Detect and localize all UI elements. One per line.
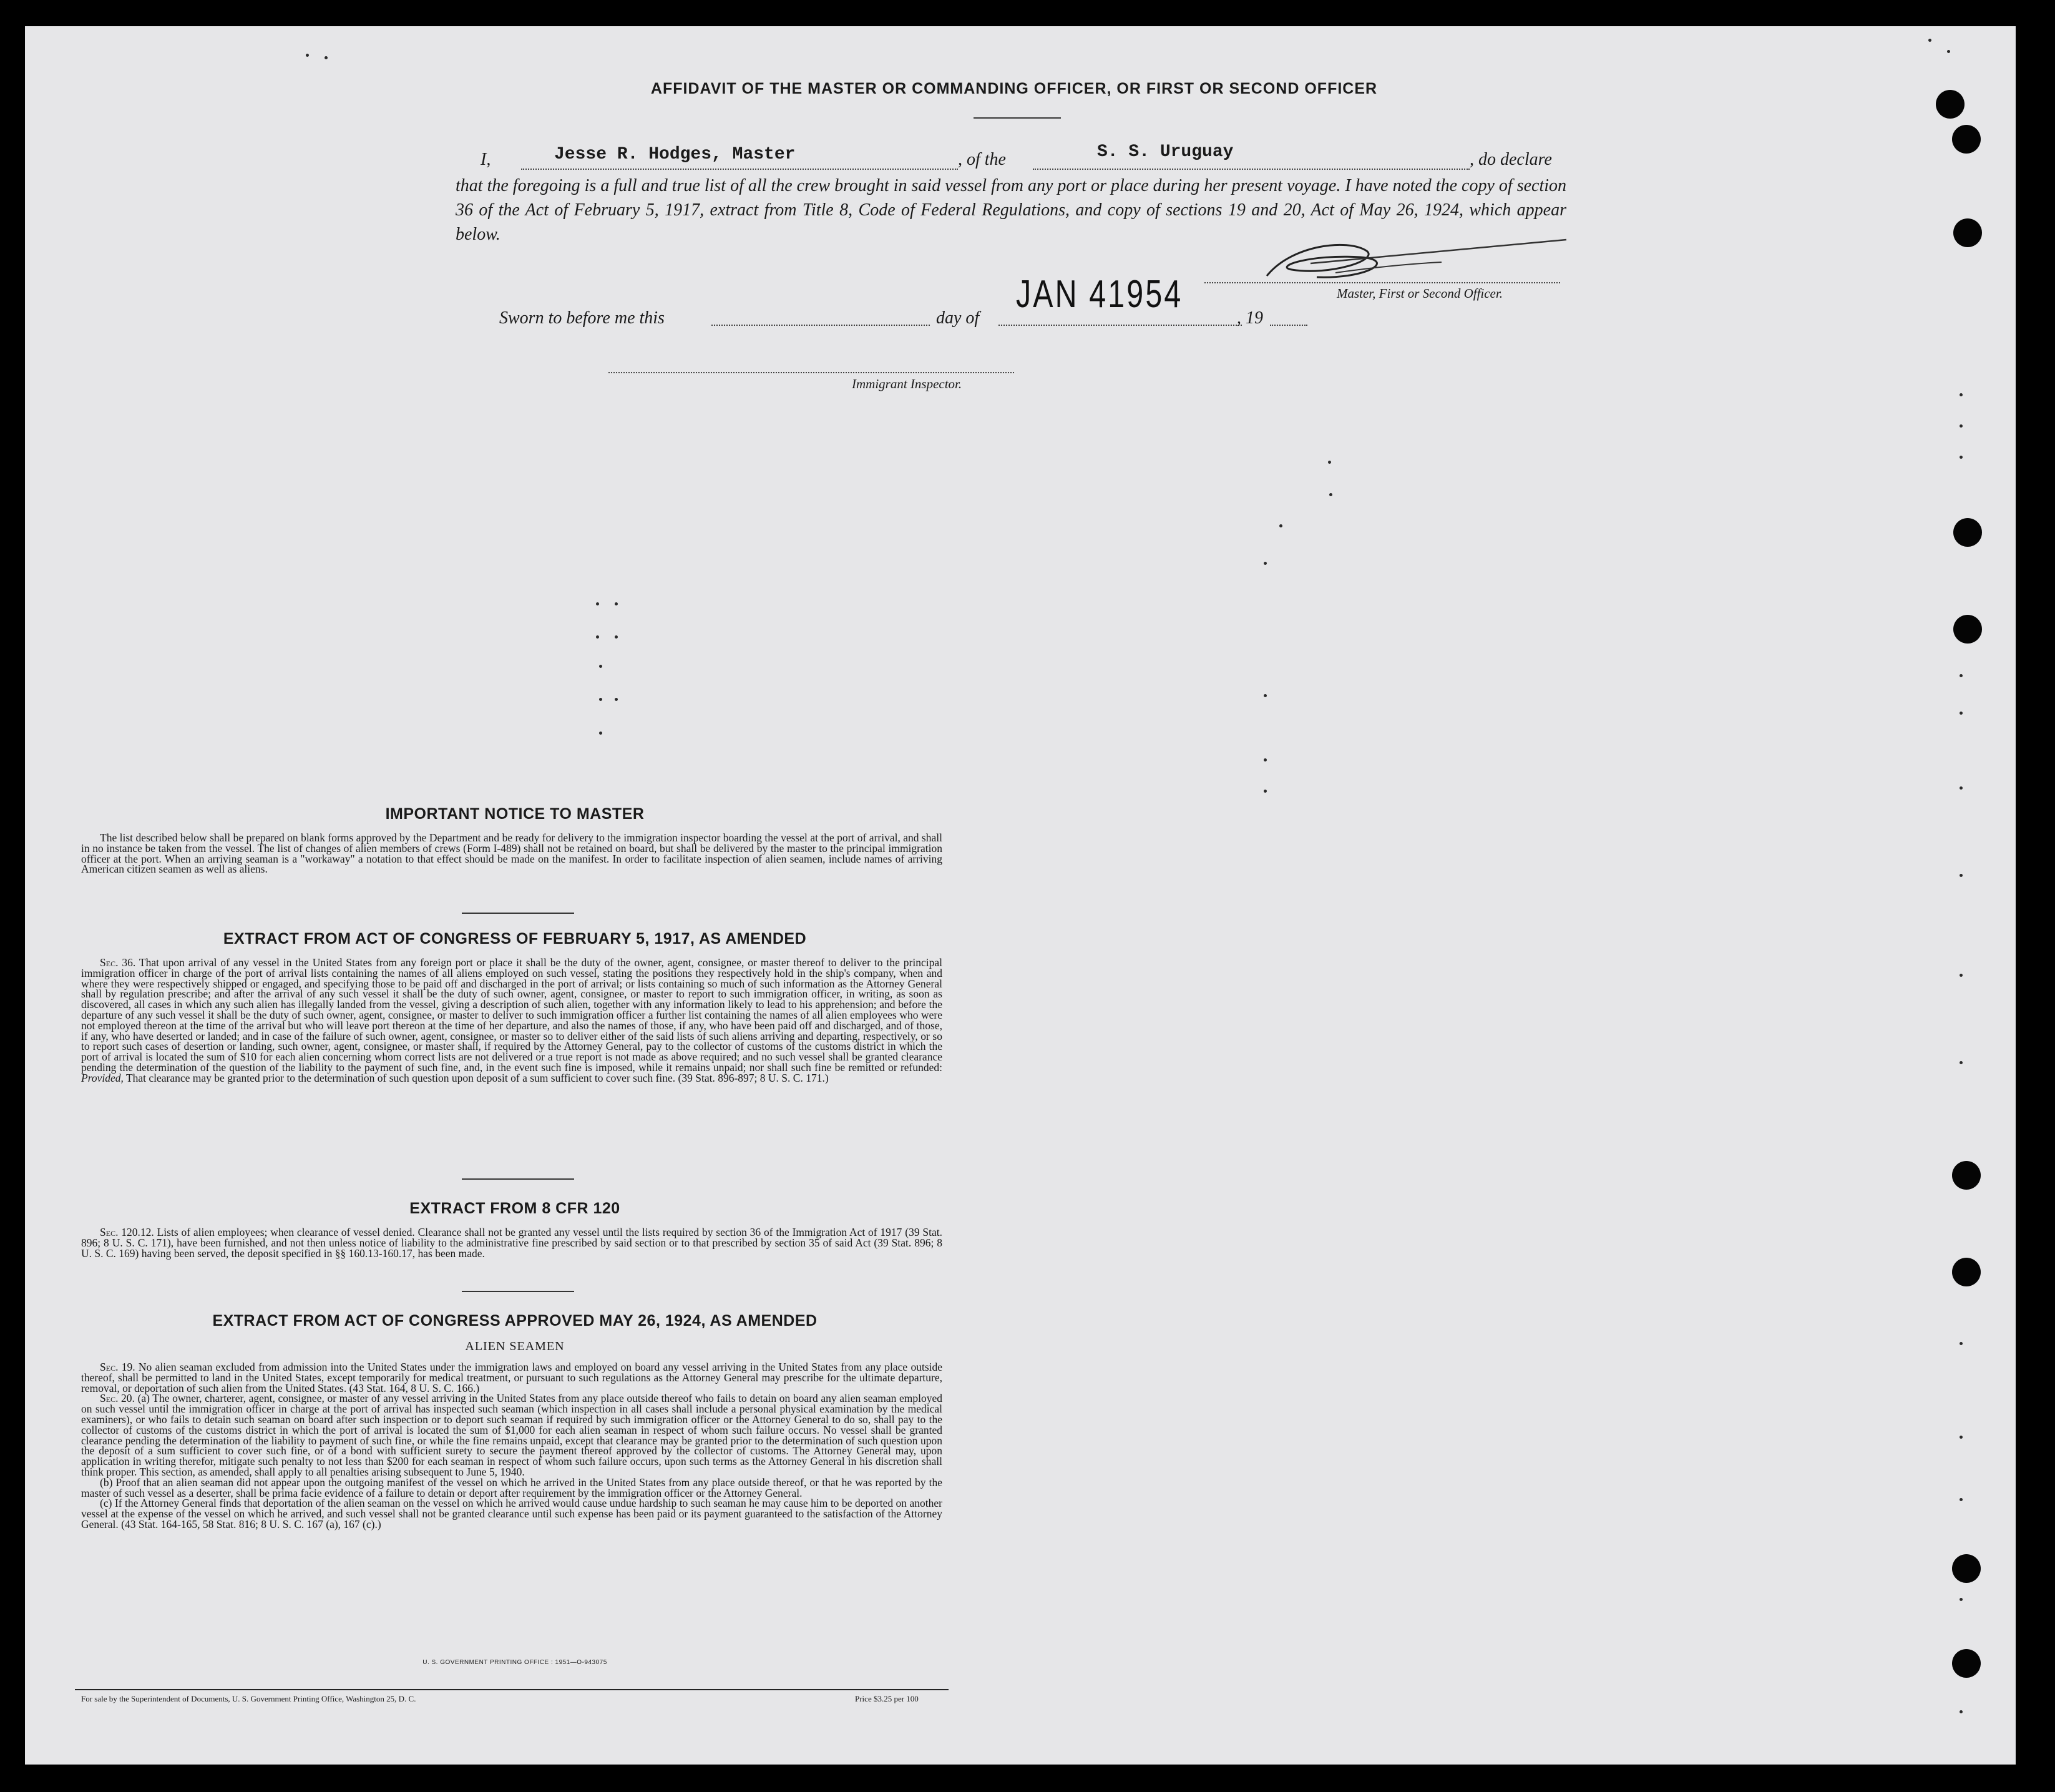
speck bbox=[1960, 712, 1963, 715]
punch-hole bbox=[1953, 218, 1982, 247]
speck bbox=[1279, 524, 1282, 527]
speck bbox=[1960, 1342, 1963, 1345]
speck bbox=[1264, 790, 1267, 793]
speck bbox=[1960, 786, 1963, 790]
sec-36-label: Sec. 36. bbox=[100, 956, 136, 969]
speck bbox=[1960, 456, 1963, 459]
punch-hole bbox=[1952, 1649, 1981, 1678]
speck bbox=[1960, 1710, 1963, 1713]
speck bbox=[1960, 424, 1963, 428]
year-line bbox=[1270, 325, 1307, 326]
day-of-label: day of bbox=[936, 308, 980, 328]
sec-20-label: Sec. 20. bbox=[100, 1392, 135, 1405]
speck bbox=[1960, 1598, 1963, 1601]
speck bbox=[599, 698, 602, 701]
signature-caption: Master, First or Second Officer. bbox=[1337, 286, 1503, 301]
notice-body bbox=[81, 833, 942, 874]
speck bbox=[615, 698, 618, 701]
speck bbox=[1947, 50, 1950, 53]
speck bbox=[615, 602, 618, 605]
sale-note: For sale by the Superintendent of Documents, U. S. Government Printing Office, Washington 25, D. C. bbox=[81, 1694, 416, 1703]
sworn-day-line bbox=[711, 325, 930, 326]
inspector-line bbox=[608, 372, 1014, 373]
master-name: Jesse R. Hodges, Master bbox=[554, 145, 796, 164]
sec-36-paragraph bbox=[81, 957, 942, 1084]
speck bbox=[599, 665, 602, 668]
speck bbox=[1264, 758, 1267, 761]
vessel-name: S. S. Uruguay bbox=[1097, 142, 1234, 162]
notice-paragraph: The list described below shall be prepared on blank forms approved by the Department and be ready for delivery to the immigration inspector boarding the vessel at the port of arrival, and shall in no instance be taken from the vessel. The list of changes of alien members of crews (Form I-489) shall not be retained on board, but shall be delivered by the master to the principal immigration officer at the port. When an arriving seaman is a "workaway" a notation to that effect should be made on the manifest. In order to facilitate inspection of alien seamen, include names of arriving American citizen seamen as well as aliens. bbox=[81, 831, 942, 876]
footer-rule bbox=[75, 1689, 949, 1690]
speck bbox=[1264, 694, 1267, 697]
punch-hole bbox=[1952, 1258, 1981, 1286]
master-signature bbox=[1254, 232, 1579, 288]
extract-1924-body bbox=[81, 1362, 942, 1530]
speck bbox=[306, 54, 309, 57]
speck bbox=[596, 635, 599, 639]
speck bbox=[1960, 974, 1963, 977]
signature-line bbox=[1204, 282, 1560, 283]
sec-120-12-text: Lists of alien employees; when clearance of vessel denied. Clearance shall not be granted any vessel until the lists required by section 36 of the Immigration Act of 1917 (39 Stat. 896; 8 U. S. C. 171), have been furnished, and not then unless notice of liability to the administrative fine prescribed by said section or to that prescribed by section 35 of said Act (39 Stat. 896; 8 U. S. C. 169) having been served, the deposit specified in §§ 160.13-160.17, has been made. bbox=[81, 1226, 942, 1260]
extract-cfr-body bbox=[81, 1227, 942, 1258]
of-the-label: , of the bbox=[958, 150, 1006, 169]
sworn-label: Sworn to before me this bbox=[499, 308, 665, 328]
do-declare-label: , do declare bbox=[1470, 150, 1552, 169]
section-divider bbox=[462, 913, 574, 914]
affidavit-title: AFFIDAVIT OF THE MASTER OR COMMANDING OFFICER, OR FIRST OR SECOND OFFICER bbox=[650, 80, 1378, 97]
extract-1917-heading: EXTRACT FROM ACT OF CONGRESS OF FEBRUARY 5, 1917, AS AMENDED bbox=[223, 930, 807, 947]
sec-20a-text: (a) The owner, charterer, agent, consignee, or master of any vessel arriving in the United States from any place outside thereof who fails to detain on board any alien seaman employed on such vessel until the immigration officer in charge at the port of arrival has inspected such seaman (which inspection in all cases shall include a personal physical examination by the medical examiners), or who fails to detain such seaman on board after such inspection or to deport such seaman if required by such immigration officer or the Attorney General to do so, shall pay to the collector of customs of the customs district in which the port of arrival is located the sum of $1,000 for each alien seaman in respect of whom such failure occurs. No vessel shall be granted clearance pending the determination of the liability to payment of such fine, or while the fine remains unpaid, except that clearance may be granted prior to the determination of such question upon the deposit of a sum sufficient to cover such fine, or of a bond with sufficient surety to secure the payment thereof approved by the collector of customs. The Attorney General may, upon application in writing therefor, mitigate such penalty to not less than $200 for each seaman in respect of whom such failure occurs, upon such terms as the Attorney General in his discretion shall think proper. This section, as amended, shall apply to all penalties arising subsequent to June 5, 1940. bbox=[81, 1392, 942, 1478]
extract-cfr-heading: EXTRACT FROM 8 CFR 120 bbox=[409, 1200, 620, 1217]
affidavit-body: that the foregoing is a full and true list of all the crew brought in said vessel from any port or place during her present voyage. I have noted the copy of section 36 of the Act of February 5, 1917, extract from Title 8, Code of Federal Regulations, and copy of sections 19 and 20, Act of May 26, 1924, which appear below. bbox=[456, 176, 1566, 244]
punch-hole bbox=[1953, 518, 1982, 547]
section-divider bbox=[462, 1178, 574, 1180]
speck bbox=[325, 56, 328, 59]
speck bbox=[1960, 874, 1963, 877]
punch-hole bbox=[1952, 125, 1981, 154]
inspector-caption: Immigrant Inspector. bbox=[852, 376, 962, 391]
extract-1917-body bbox=[81, 957, 942, 1084]
speck bbox=[599, 732, 602, 735]
notice-heading: IMPORTANT NOTICE TO MASTER bbox=[385, 805, 645, 823]
sec-19-text: No alien seaman excluded from admission into the United States under the immigration laws and employed on board any vessel arriving in the United States from any place outside thereof, shall be permitted to land in the United States, except temporarily for medical treatment, or pursuant to such regulations as the Attorney General may prescribe for the ultimate departure, removal, or deportation of such alien from the United States. (43 Stat. 164, 8 U. S. C. 166.) bbox=[81, 1361, 943, 1394]
sec-20c-paragraph: (c) If the Attorney General finds that deportation of the alien seaman on the vessel on which he arrived would cause undue hardship to such seaman he may cause him to be deported on another vessel at the expense of the vessel on which he arrived, and such vessel shall not be granted clearance until such expense has been paid or its payment guaranteed to the satisfaction of the Attorney General. (43 Stat. 164-165, 58 Stat. 816; 8 U. S. C. 167 (a), 167 (c).) bbox=[81, 1497, 942, 1530]
speck bbox=[1960, 1436, 1963, 1439]
section-divider bbox=[462, 1291, 574, 1292]
affidavit-pronoun: I, bbox=[481, 150, 491, 169]
punch-hole bbox=[1936, 90, 1965, 119]
speck bbox=[1928, 39, 1931, 42]
sec-20a-paragraph bbox=[81, 1393, 942, 1477]
sworn-month-line bbox=[998, 325, 1242, 326]
proviso-label: Provided, bbox=[81, 1071, 124, 1084]
proviso-text: That clearance may be granted prior to the determination of such question upon deposit of a sum sufficient to cover such fine. (39 Stat. 896-897; 8 U. S. C. 171.) bbox=[125, 1071, 829, 1084]
alien-seamen-subheading: ALIEN SEAMEN bbox=[465, 1339, 565, 1353]
sec-120-12-label: Sec. 120.12. bbox=[100, 1226, 154, 1238]
punch-hole bbox=[1952, 1161, 1981, 1190]
sec-120-12-paragraph bbox=[81, 1227, 942, 1258]
date-stamp: JAN 41954 bbox=[1016, 273, 1183, 316]
price-note: Price $3.25 per 100 bbox=[855, 1694, 919, 1703]
speck bbox=[1960, 1061, 1963, 1064]
speck bbox=[615, 635, 618, 639]
punch-hole bbox=[1952, 1554, 1981, 1583]
speck bbox=[1329, 493, 1332, 496]
speck bbox=[1960, 674, 1963, 677]
speck bbox=[1960, 1498, 1963, 1501]
sec-19-label: Sec. 19. bbox=[100, 1361, 135, 1373]
vessel-name-line bbox=[1033, 169, 1470, 170]
punch-hole bbox=[1953, 615, 1982, 644]
speck bbox=[1328, 461, 1331, 464]
sec-20b-paragraph: (b) Proof that an alien seaman did not appear upon the outgoing manifest of the vessel on which he arrived in the United States from any place outside thereof, or that he was reported by the master of such vessel as a deserter, shall be prima facie evidence of a failure to detain or deport after requirement by the immigration officer or the Attorney General. bbox=[81, 1476, 942, 1499]
speck bbox=[596, 602, 599, 605]
speck bbox=[1264, 562, 1267, 565]
master-name-line bbox=[521, 169, 958, 170]
year-prefix: , 19 bbox=[1237, 308, 1263, 328]
title-rule bbox=[974, 117, 1061, 119]
extract-1924-heading: EXTRACT FROM ACT OF CONGRESS APPROVED MAY 26, 1924, AS AMENDED bbox=[212, 1312, 818, 1329]
sec-36-text: That upon arrival of any vessel in the United States from any foreign port or place it shall be the duty of the owner, agent, consignee, or master thereof to deliver to the principal immigration officer in charge of the port of arrival lists containing the names of all aliens employed on such vessel, stating the positions they respectively hold in the ship's company, when and where they were respectively shipped or engaged, and specifying those to be paid off and discharged in the port of arrival; or lists containing so much of such information as the Attorney General shall by regulation prescribe; and after the arrival of any such vessel it shall be the duty of such owner, agent, consignee, or master to report to such immigration officer, in writing, as soon as discovered, all cases in which any such alien has illegally landed from the vessel, giving a description of such alien, together with any information likely to lead to his apprehension; and before the departure of any such vessel it shall be the duty of such owner, agent, consignee, or master to deliver to such immigration officer a further list containing the names of all alien employees who were not employed thereon at the time of the arrival but who will leave port thereon at the time of her departure, and also the names of those, if any, who have been paid off and discharged, and of those, if any, who have deserted or landed; and in case of the failure of such owner, agent, consignee, or master so to deliver either of the said lists of such aliens arriving and departing, respectively, or so to report such cases of desertion or landing, such owner, agent, consignee, or master shall, if required by the Attorney General, pay to the collector of customs of the customs district in which the port of arrival is located the sum of $10 for each alien concerning whom correct lists are not delivered or a true report is not made as above required; and no such vessel shall be granted clearance pending the determination of the question of the liability to the payment of such fine, and, in the event such fine is imposed, while it remains unpaid; nor shall such fine be remitted or refunded: bbox=[81, 956, 942, 1074]
gpo-imprint: U. S. GOVERNMENT PRINTING OFFICE : 1951—O-943075 bbox=[422, 1659, 607, 1666]
sec-19-paragraph bbox=[81, 1362, 942, 1393]
speck bbox=[1960, 393, 1963, 396]
